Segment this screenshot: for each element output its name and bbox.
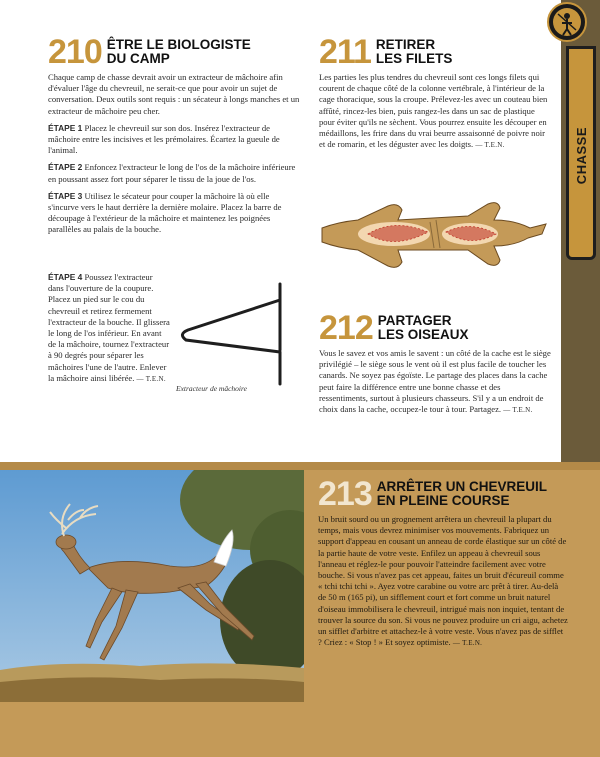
article-211 [319, 33, 551, 151]
step-3: ÉTAPE 3 Utilisez le sécateur pour couper la mâchoire là où elle s'incurve vers le haut derrière la dernière molaire. Placez la barre de découpage à l'extérieur de la mâchoire et maintenez les poignées parallèles au palais de la bouche. [48, 190, 282, 235]
leaping-deer-photo [0, 470, 304, 702]
illustration-caption: Extracteur de mâchoire [176, 384, 247, 393]
article-title: RETIRER LES FILETS [375, 37, 453, 66]
article-number: 211 [319, 33, 371, 71]
article-text: Les parties les plus tendres du chevreuil sont ces longs filets qui courent de chaque côté de la colonne vertébrale, à l'intérieur de la cage thoracique, sous la croupe. Prélevez-les avec un couteau bien affûté, rincez-les bien, puis rangez-les dans un sac de plastique pour éviter qu'ils ne sèchent. Vous pourrez ensuite les découper en médaillons, les frire dans du vrai beurre assaisonné de poivre noir et de romarin, et les déguster avec les doigts. — T.E.N. [319, 72, 548, 150]
article-212 [319, 309, 551, 416]
article-210 [48, 33, 300, 242]
article-text: Un bruit sourd ou un grognement arrêtera un chevreuil la plupart du temps, mais vous devrez minimiser vos mouvements. Fabriquez un support d'appeau en cousant un anneau de corde élastique sur un côté de la partie haute de votre veste. Enfilez un appeau à chevreuil sous l'anneau et réglez-le pour pouvoir l'atteindre facilement avec votre bouche. Si vous n'avez pas cet appeau, faites un bruit d'écureuil comme « tchi tchi tchi ». Ayez votre carabine ou votre arc prêt à tirer. Au-delà de 50 m (165 pi), un sifflement court et fort comme un bruit naturel d'oiseau immobilisera le chevreuil, intrigué mais non inquiet, tentant de trouver la source du son. Si vous ne pouvez produire un cri aigu, achetez un sifflet d'arbitre et attachez-le à votre veste. Vous n'avez pas de sifflet ? Criez : « Stop ! » Et soyez optimiste. — T.E.N. [318, 514, 568, 648]
article-title: ARRÊTER UN CHEVREUIL EN PLEINE COURSE [376, 479, 547, 508]
article-title: PARTAGER LES OISEAUX [377, 313, 469, 342]
hunter-badge-icon [547, 2, 587, 42]
step-1: ÉTAPE 1 Placez le chevreuil sur son dos. Insérez l'extracteur de mâchoire entre les incisives et les prémolaires. Écartez la gueule de l'animal. [48, 122, 280, 156]
article-number: 212 [319, 309, 373, 347]
article-title: ÊTRE LE BIOLOGISTE DU CAMP [106, 37, 251, 66]
jaw-extractor-illustration [170, 280, 300, 390]
article-number: 210 [48, 33, 102, 71]
section-tab-label: CHASSE [573, 127, 589, 185]
article-text: Vous le savez et vos amis le savent : un côté de la cache est le siège privilégié – le siège sous le vent où il est plus facile de toucher les canards. Ne soyez pas égoïste. Le partage des places dans la cache peut faire la différence entre une bonne chasse et des ressentiments, surtout à plusieurs chasseurs. S'il y a un endroit de choix dans la cache, occupez-le tour à tour. Partagez. — T.E.N. [319, 348, 551, 415]
step-4: ÉTAPE 4 Poussez l'extracteur dans l'ouverture de la coupure. Placez un pied sur le cou du chevreuil et retirez fermement l'extracteur de la bouche. Il glissera le long de l'os inférieur. En avant de la mâchoire, tournez l'extracteur à 90 degrés pour séparer les mâchoires l'une de l'autre. Enlever la mâchoire ainsi libérée. — T.E.N. [48, 272, 170, 383]
section-tab [566, 46, 596, 260]
bottom-divider [0, 462, 600, 470]
article-213 [318, 475, 568, 649]
article-number: 213 [318, 475, 372, 513]
article-intro: Chaque camp de chasse devrait avoir un extracteur de mâchoire afin d'évaluer l'âge du chevreuil, ne serait-ce que pour avoir un sujet de conversation. Deux outils sont requis : un sécateur à longs manches et un extracteur de mâchoire peu cher. [48, 72, 300, 116]
fillet-diagram [318, 198, 550, 278]
step-2: ÉTAPE 2 Enfoncez l'extracteur le long de l'os de la mâchoire inférieure en poussant assez fort pour séparer le tissu de la joue de l'os. [48, 162, 296, 184]
